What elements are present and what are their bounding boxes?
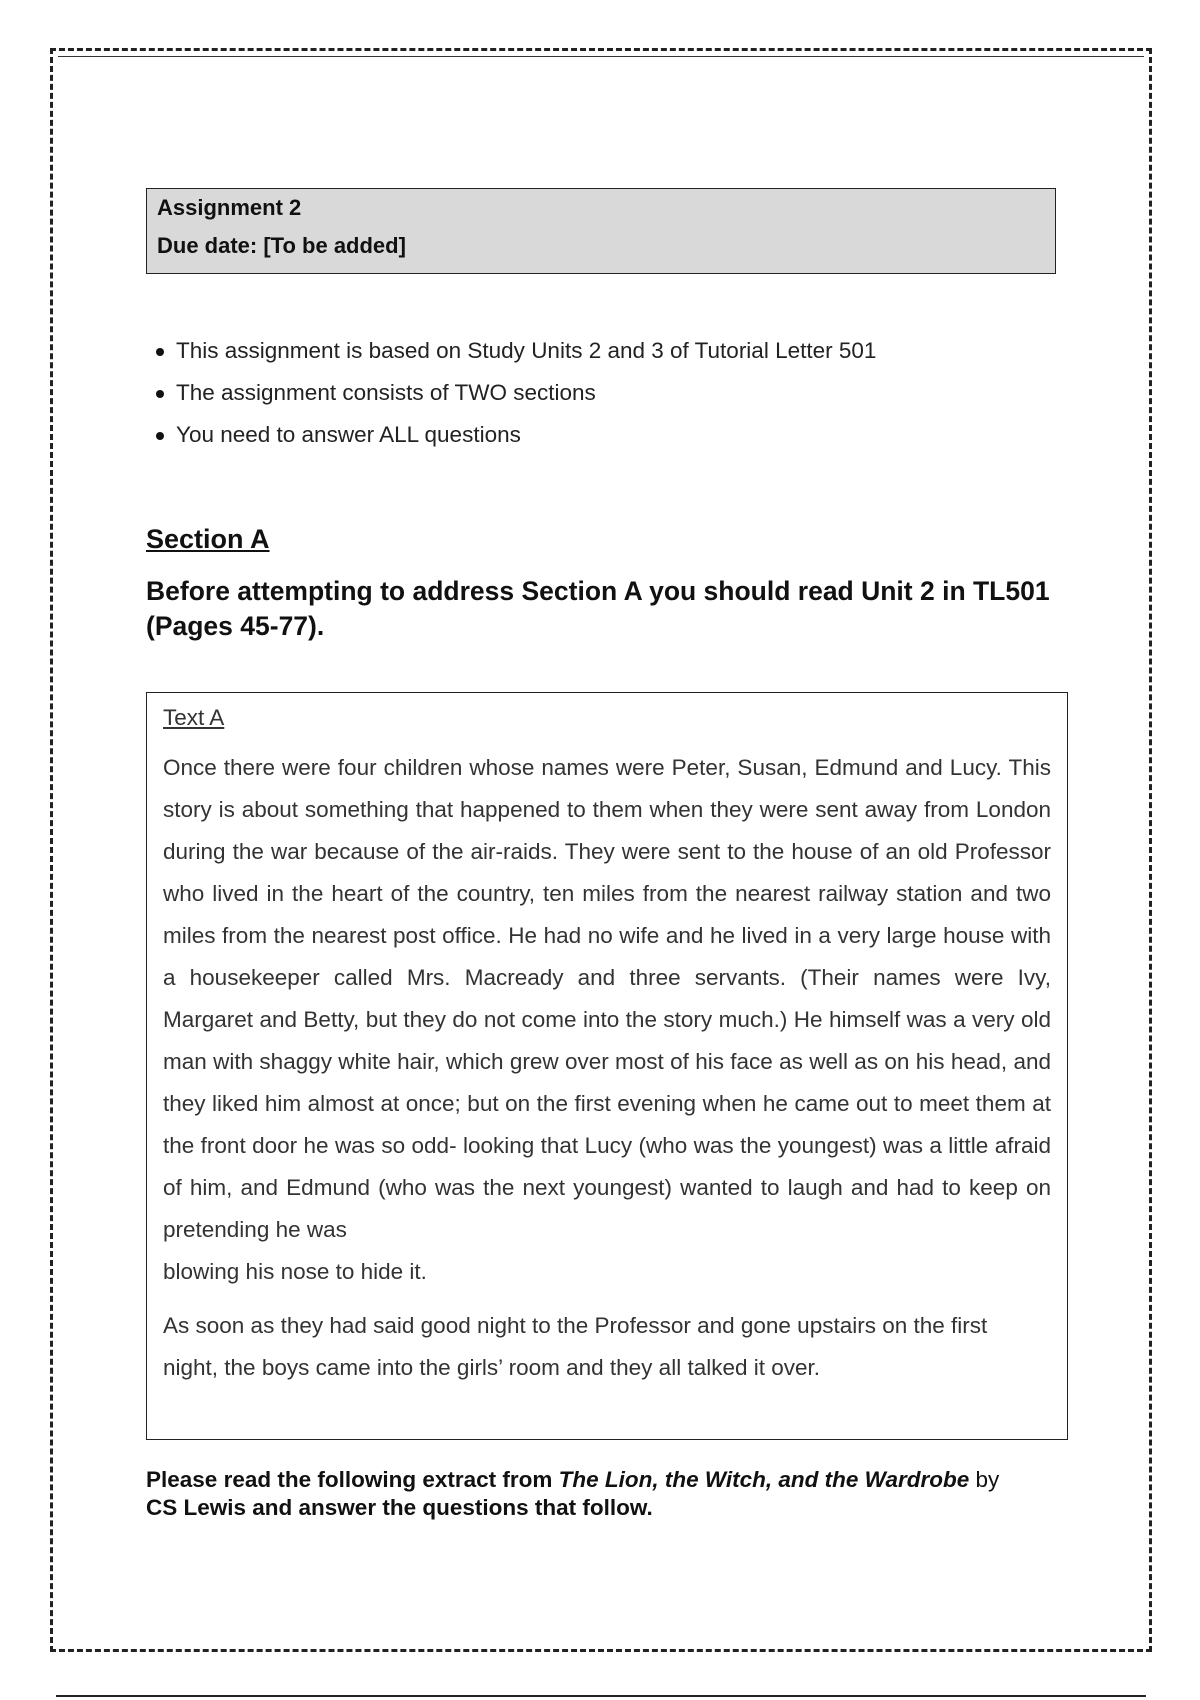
- page-border-rule: [58, 56, 1144, 57]
- list-item: You need to answer ALL questions: [154, 414, 876, 456]
- footer-rule: [56, 1695, 1146, 1697]
- text-a-paragraph-1: Once there were four children whose names were Peter, Susan, Edmund and Lucy. This story is about something that happened to them when they were sent away from London during the war because of the air-raids. They were sent to the house of an old Professor who lived in the heart of the country, ten miles from the nearest railway station and two miles from the nearest post office. He had no wife and he lived in a very large house with a housekeeper called Mrs. Macready and three servants. (Their names were Ivy, Margaret and Betty, but they do not come into the story much.) He himself was a very old man with shaggy white hair, which grew over most of his face as well as on his head, and they liked him almost at once; but on the first evening when he came out to meet them at the front door he was so odd- looking that Lucy (who was the youngest) was a little afraid of him, and Edmund (who was the next youngest) wanted to laugh and had to keep on pretending he was: [163, 755, 1051, 1242]
- closing-by: by: [969, 1467, 1000, 1492]
- text-a-box: [146, 692, 1068, 1440]
- assignment-info-list: [154, 330, 876, 456]
- section-heading: Section A: [146, 524, 270, 554]
- section-instruction: Before attempting to address Section A you should read Unit 2 in TL501 (Pages 45-77).: [146, 576, 1050, 641]
- assignment-header-box: [146, 188, 1056, 274]
- text-a-paragraph-1-end: blowing his nose to hide it.: [163, 1259, 427, 1284]
- list-item: This assignment is based on Study Units 2 and 3 of Tutorial Letter 501: [154, 330, 876, 372]
- book-title: The Lion, the Witch, and the Wardrobe: [558, 1467, 970, 1492]
- text-a-paragraph-2: As soon as they had said good night to the Professor and gone upstairs on the first night, the boys came into the girls’ room and they all talked it over.: [163, 1313, 988, 1380]
- closing-tail: CS Lewis and answer the questions that follow.: [146, 1495, 653, 1520]
- due-date: Due date: [To be added]: [157, 233, 406, 258]
- text-a-title: Text A: [163, 705, 225, 730]
- closing-lead: Please read the following extract from: [146, 1467, 559, 1492]
- closing-instruction: [146, 1466, 1076, 1522]
- list-item: The assignment consists of TWO sections: [154, 372, 876, 414]
- assignment-title: Assignment 2: [157, 195, 302, 220]
